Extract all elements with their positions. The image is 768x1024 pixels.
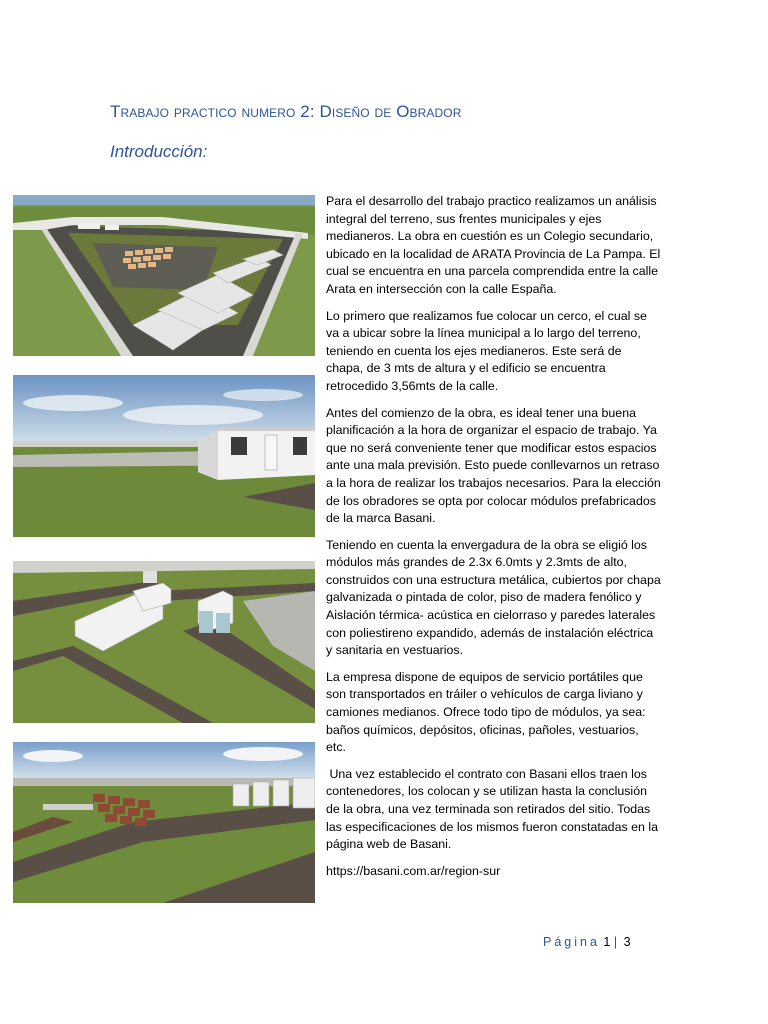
- paragraph-4: Teniendo en cuenta la envergadura de la obra se eligió los módulos más grandes de 2.3x 6.0mts y 2.3mts de alto, construidos con una estructura metálica, cubiertos por chapa galvanizada o pintada de color, piso de madera fenólico y Aislación térmica- acústica en cielorraso y paredes laterales con poliestireno expandido, además de instalación eléctrica y sanitaria en vestuarios.: [326, 537, 661, 658]
- render-materials-storage-view: [13, 742, 315, 903]
- document-title: Trabajo practico numero 2: Diseño de Obrador: [110, 102, 462, 121]
- paragraph-5: La empresa dispone de equipos de servicio portátiles que son transportados en tráiler o vehículos de carga liviano y camiones medianos. Ofrece todo tipo de módulos, ya sea: baños químicos, depósitos, oficinas, pañoles, vestuarios, etc.: [326, 669, 646, 755]
- section-heading-introduccion: Introducción:: [110, 142, 208, 161]
- page-footer: [543, 935, 631, 949]
- render-modules-aerial-view: [13, 561, 315, 723]
- body-text: [326, 193, 662, 889]
- page-total: 3: [623, 935, 631, 949]
- basani-link[interactable]: https://basani.com.ar/region-sur: [326, 863, 501, 878]
- page-number: 1: [603, 935, 611, 949]
- page-separator: |: [613, 935, 621, 949]
- paragraph-6: Una vez establecido el contrato con Basani ellos traen los contenedores, los colocan y se utilizan hasta la conclusión de la obra, una vez terminada son retirados del sitio. Todas las especificaciones de los mismos fueron constatadas en la página web de Basani.: [326, 766, 662, 852]
- paragraph-3: Antes del comienzo de la obra, es ideal tener una buena planificación a la hora de organizar el espacio de trabajo. Ya que no será conveniente tener que modificar estos espacios ante una mala previsión. Esto puede conllevarnos un retraso a la hora de realizar los trabajos necesarios. Para la elección de los obradores se opta por colocar módulos prefabricados de la marca Basani.: [326, 405, 661, 526]
- paragraph-1: Para el desarrollo del trabajo practico realizamos un análisis integral del terreno, sus frentes municipales y ejes medianeros. La obra en cuestión es un Colegio secundario, ubicado en la localidad de ARATA Provincia de La Pampa. El cual se encuentra en una parcela comprendida entre la calle Arata en intersección con la calle España.: [326, 194, 661, 296]
- page-label: Página: [543, 935, 600, 949]
- paragraph-2: Lo primero que realizamos fue colocar un cerco, el cual se va a ubicar sobre la línea municipal a lo largo del terreno, teniendo en cuenta los ejes medianeros. Este será de chapa, de 3 mts de altura y el edificio se encuentra retrocedido 3,56mts de la calle.: [326, 308, 647, 393]
- render-office-module-view: [13, 375, 315, 537]
- render-aerial-site-view: [13, 195, 315, 356]
